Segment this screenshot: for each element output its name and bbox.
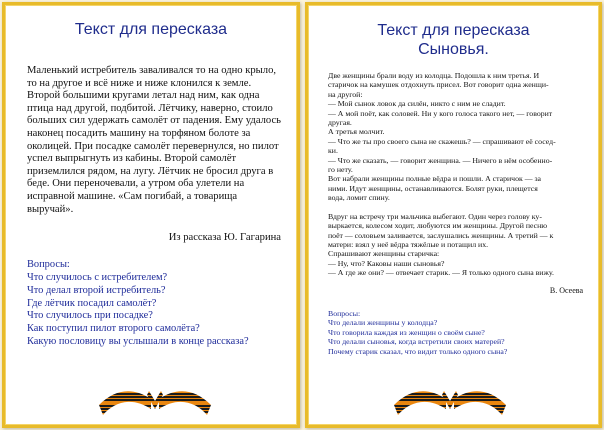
left-page xyxy=(2,2,300,428)
right-story-line: поёт — соловьем заливается, заслушались женщины. А третий — к xyxy=(328,230,554,240)
right-story-line: вода, ломит спину. xyxy=(328,193,390,203)
right-story-line: Спрашивают женщины старичка: xyxy=(328,249,440,259)
right-story-line: — А мой поёт, как соловей. Ни у кого голоса такого нет, — говорит xyxy=(328,108,553,118)
left-questions-title: Вопросы: xyxy=(27,259,70,271)
right-title-line-1: Текст для пересказа xyxy=(377,22,530,39)
right-story-line: Две женщины брали воду из колодца. Подошла к ним третья. И xyxy=(328,71,540,80)
st-george-ribbon-icon xyxy=(95,379,215,419)
left-questions xyxy=(5,259,297,349)
right-title-line-2: Сыновья. xyxy=(418,41,489,58)
right-story-line: старичок на камушек отдохнуть присел. Вот говорит одна женщи- xyxy=(328,80,549,90)
right-story-line: Вот набрали женщины полные вёдра и пошли. А старичок — за xyxy=(328,174,542,184)
left-attribution: Из рассказа Ю. Гагарина xyxy=(168,232,281,244)
left-question-item: Какую пословицу вы услышали в конце рассказа? xyxy=(27,335,249,347)
right-story-line: го нету. xyxy=(328,165,353,175)
left-page-title: Текст для пересказа xyxy=(74,21,228,38)
right-story-line: ки. xyxy=(328,146,338,156)
left-question-item: Что делал второй истребитель? xyxy=(27,284,166,296)
right-story-line: Вдруг на встречу три мальчика выбегают. Один через голову ку- xyxy=(328,211,542,221)
right-question-item: Что делали женщины у колодца? xyxy=(328,318,438,328)
right-story-line: — Мой сынок ловок да силён, никто с ним не сладит. xyxy=(328,99,506,109)
left-question-item: Что случилось при посадке? xyxy=(27,310,153,322)
st-george-ribbon-icon xyxy=(390,379,510,419)
left-question-item: Как поступил пилот второго самолёта? xyxy=(27,323,200,335)
right-question-item: Почему старик сказал, что видит только одного сына? xyxy=(328,346,508,356)
right-question-item: Что говорила каждая из женщин о своём сыне? xyxy=(328,327,485,337)
right-questions xyxy=(308,309,599,357)
right-story-line: выркается, колесом ходит, любуются им женщины. Другой песню xyxy=(328,221,548,231)
right-story-text xyxy=(308,71,599,278)
right-story-line: А третья молчит. xyxy=(328,127,385,137)
right-story-line: матери: взял у неё вёдра тяжёлые и потащил их. xyxy=(328,239,489,249)
paragraph-gap xyxy=(328,203,585,212)
right-story-line: другая. xyxy=(328,118,352,128)
right-page-title xyxy=(308,21,599,59)
left-question-item: Где лётчик посадил самолёт? xyxy=(27,297,157,309)
right-story-line: — Что же сказать, — говорит женщина. — Ничего в нём особенно- xyxy=(328,155,553,165)
right-page xyxy=(305,2,602,428)
left-story-text xyxy=(5,65,297,216)
right-attribution: В. Осеева xyxy=(549,285,583,295)
left-question-item: Что случилось с истребителем? xyxy=(27,271,168,283)
right-story-line: ними. Идут женщины, останавливаются. Болят руки, плещется xyxy=(328,183,538,193)
left-story-paragraph: Маленький истребитель заваливался то на одно крыло, то на другое и всё ниже и ниже клонился к земле. Второй большими кругами летал над ним, как одна птица над другой, подбитой. Лётчику, наверно, стоило больших сил удержать самолёт от падения. Ему удалось наконец посадить машину на торфяном болоте за околицей. При посадке самолёт перевернулся, но пилот успел выпрыгнуть из кабины. Второй самолёт приземлился рядом, на лугу. Лётчик не бросил друга в беде. Они переночевали, а утром оба улетели на исправной машине. «Сам погибай, а товарища выручай». xyxy=(27,65,282,215)
right-story-line: — Что же ты про своего сына не скажешь? — спрашивают её сосед- xyxy=(328,136,556,146)
right-questions-title: Вопросы: xyxy=(328,308,361,318)
right-story-line: — А где же они? — отвечает старик. — Я только одного сына вижу. xyxy=(328,268,554,278)
right-question-item: Что делали сыновья, когда встретили своих матерей? xyxy=(328,337,505,347)
right-story-line: — Ну, что? Каковы наши сыновья? xyxy=(328,258,445,268)
right-story-line: на другой: xyxy=(328,89,363,99)
